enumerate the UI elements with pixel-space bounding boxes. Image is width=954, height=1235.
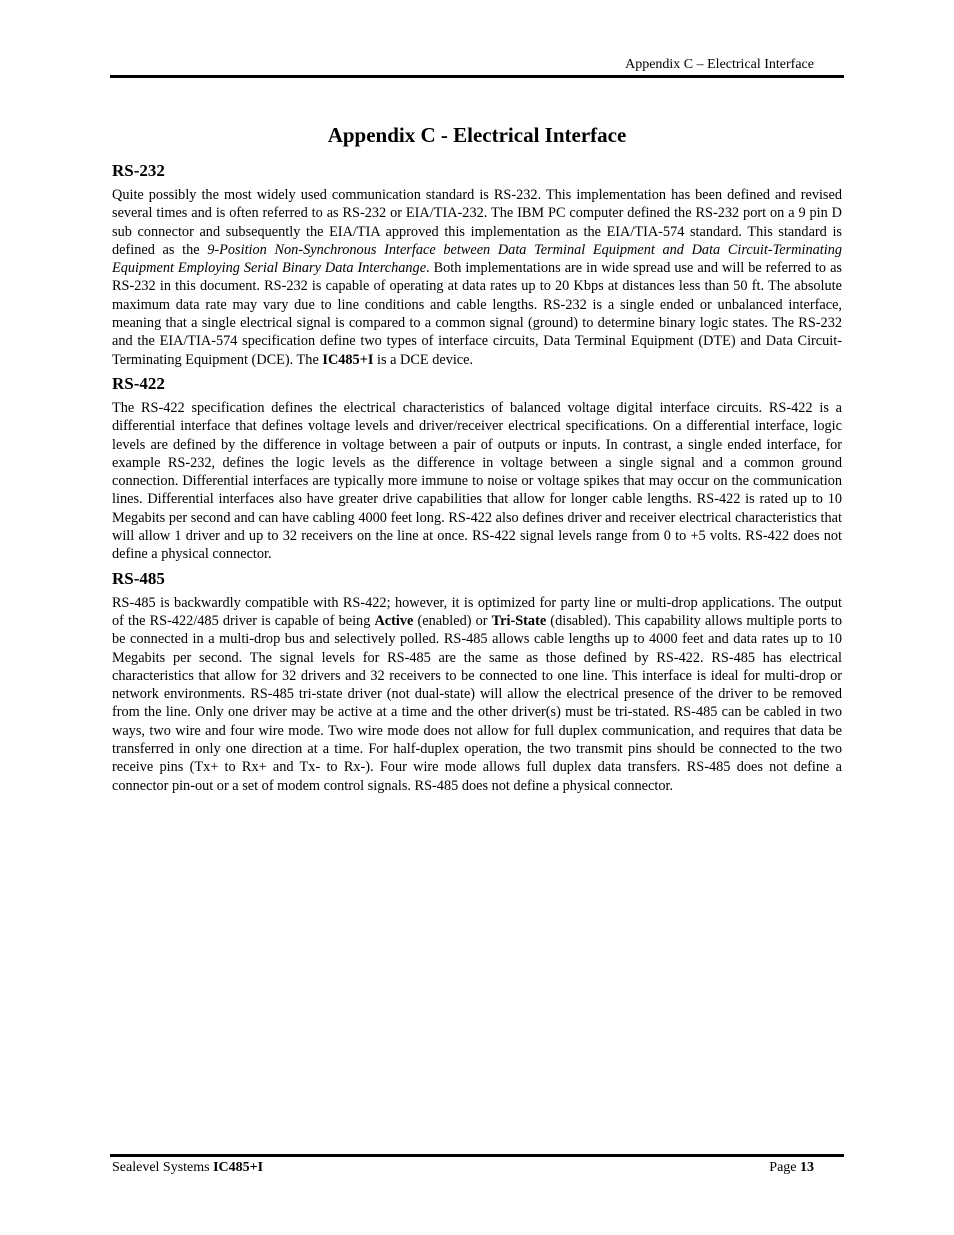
text-run: is a DCE device. bbox=[373, 351, 474, 368]
standard-title-italic: 9-Position Non-Synchronous Interface between Data Terminal Equipment and Data Circuit-Terminating Equipment Employing Serial Binary Data Interchange bbox=[112, 241, 842, 277]
term-tristate-bold: Tri-State bbox=[491, 612, 547, 629]
paragraph-rs232 bbox=[112, 186, 842, 369]
section-heading-rs485: RS-485 bbox=[112, 568, 165, 588]
footer-page-number: 13 bbox=[800, 1160, 814, 1175]
running-header: Appendix C – Electrical Interface bbox=[625, 57, 814, 72]
text-run: . Both implementations are in wide spread use and will be referred to as RS-232 in this document. RS-232 is capable of operating at data rates up to 20 Kbps at distances less than 50 ft. The absolute maximum data rate may vary due to line conditions and cable lengths. RS-232 is a single ended or unbalanced interface, meaning that a single electrical signal is compared to a common signal (ground) to determine binary logic states. The RS-232 and the EIA/TIA-574 specification define two types of interface circuits, Data Terminal Equipment (DTE) and Data Circuit-Terminating Equipment (DCE). The bbox=[112, 260, 842, 368]
section-heading-rs422: RS-422 bbox=[112, 373, 165, 393]
section-rs232 bbox=[112, 160, 842, 369]
text-run: Quite possibly the most widely used communication standard is RS-232. This implementation has been defined and revised several times and is often referred to as RS-232 or EIA/TIA-232. The IBM PC computer defined the RS-232 port on a 9 pin D sub connector and subsequently the EIA/TIA approved this implementation as the EIA/TIA-574 standard. This standard is defined as the bbox=[112, 187, 842, 258]
footer-rule bbox=[110, 1154, 844, 1157]
page-title: Appendix C - Electrical Interface bbox=[327, 123, 627, 147]
page-content bbox=[112, 120, 842, 799]
section-rs422 bbox=[112, 373, 842, 564]
text-run: RS-485 is backwardly compatible with RS-422; however, it is optimized for party line or multi-drop applications. The output of the RS-422/485 driver is capable of being bbox=[112, 594, 842, 629]
footer-page bbox=[769, 1159, 814, 1177]
text-run: (disabled). This capability allows multiple ports to be connected in a multi-drop bus and selectively polled. RS-485 allows cable lengths up to 4000 feet and data rates up to 10 Megabits per second. The signal levels for RS-485 are the same as those defined by RS-422. RS-485 has electrical characteristics that allow for 32 drivers and 32 receivers to be connected to one line. This interface is ideal for multi-drop or network environments. RS-485 tri-state driver (not dual-state) will allow the electrical presence of the driver to be removed from the line. Only one driver may be active at a time and the other driver(s) must be tri-stated. RS-485 can be cabled in two ways, two wire and four wire mode. Two wire mode does not allow for full duplex communication, and requires that data be transferred in only one direction at a time. For half-duplex operation, the two transmit pins should be connected to the two receive pins (Tx+ to Rx+ and Tx- to Rx-). Four wire mode allows full duplex data transfers. RS-485 does not define a connector pin-out or a set of modem control signals. RS-485 does not define a physical connector. bbox=[112, 612, 843, 794]
section-rs485 bbox=[112, 568, 842, 795]
product-name-bold: IC485+I bbox=[322, 351, 374, 368]
footer-page-label: Page bbox=[769, 1160, 800, 1175]
footer-company-name: Sealevel Systems bbox=[112, 1160, 214, 1175]
paragraph-rs485 bbox=[112, 594, 842, 795]
paragraph-rs422: The RS-422 specification defines the electrical characteristics of balanced voltage digital interface circuits. RS-422 is a differential interface that defines voltage levels and driver/receiver electrical specifications. On a differential interface, logic levels are defined by the difference in voltage between a pair of outputs or inputs. In contrast, a single ended interface, for example RS-232, defines the logic levels as the difference in voltage between a single signal and a common ground connection. Differential interfaces are typically more immune to noise or voltage spikes that may occur on the communication lines. Differential interfaces also have greater drive capabilities that allow for longer cable lengths. RS-422 is rated up to 10 Megabits per second and can have cabling 4000 feet long. RS-422 also defines driver and receiver electrical characteristics that will allow 1 driver and up to 32 receivers on the line at once. RS-422 signal levels range from 0 to +5 volts. RS-422 does not define a physical connector. bbox=[112, 399, 842, 563]
text-run: (enabled) or bbox=[413, 612, 492, 629]
header-rule bbox=[110, 75, 844, 78]
term-active-bold: Active bbox=[374, 612, 414, 629]
footer-product-name: IC485+I bbox=[213, 1160, 264, 1175]
section-heading-rs232: RS-232 bbox=[112, 161, 165, 180]
footer-company bbox=[112, 1159, 263, 1177]
